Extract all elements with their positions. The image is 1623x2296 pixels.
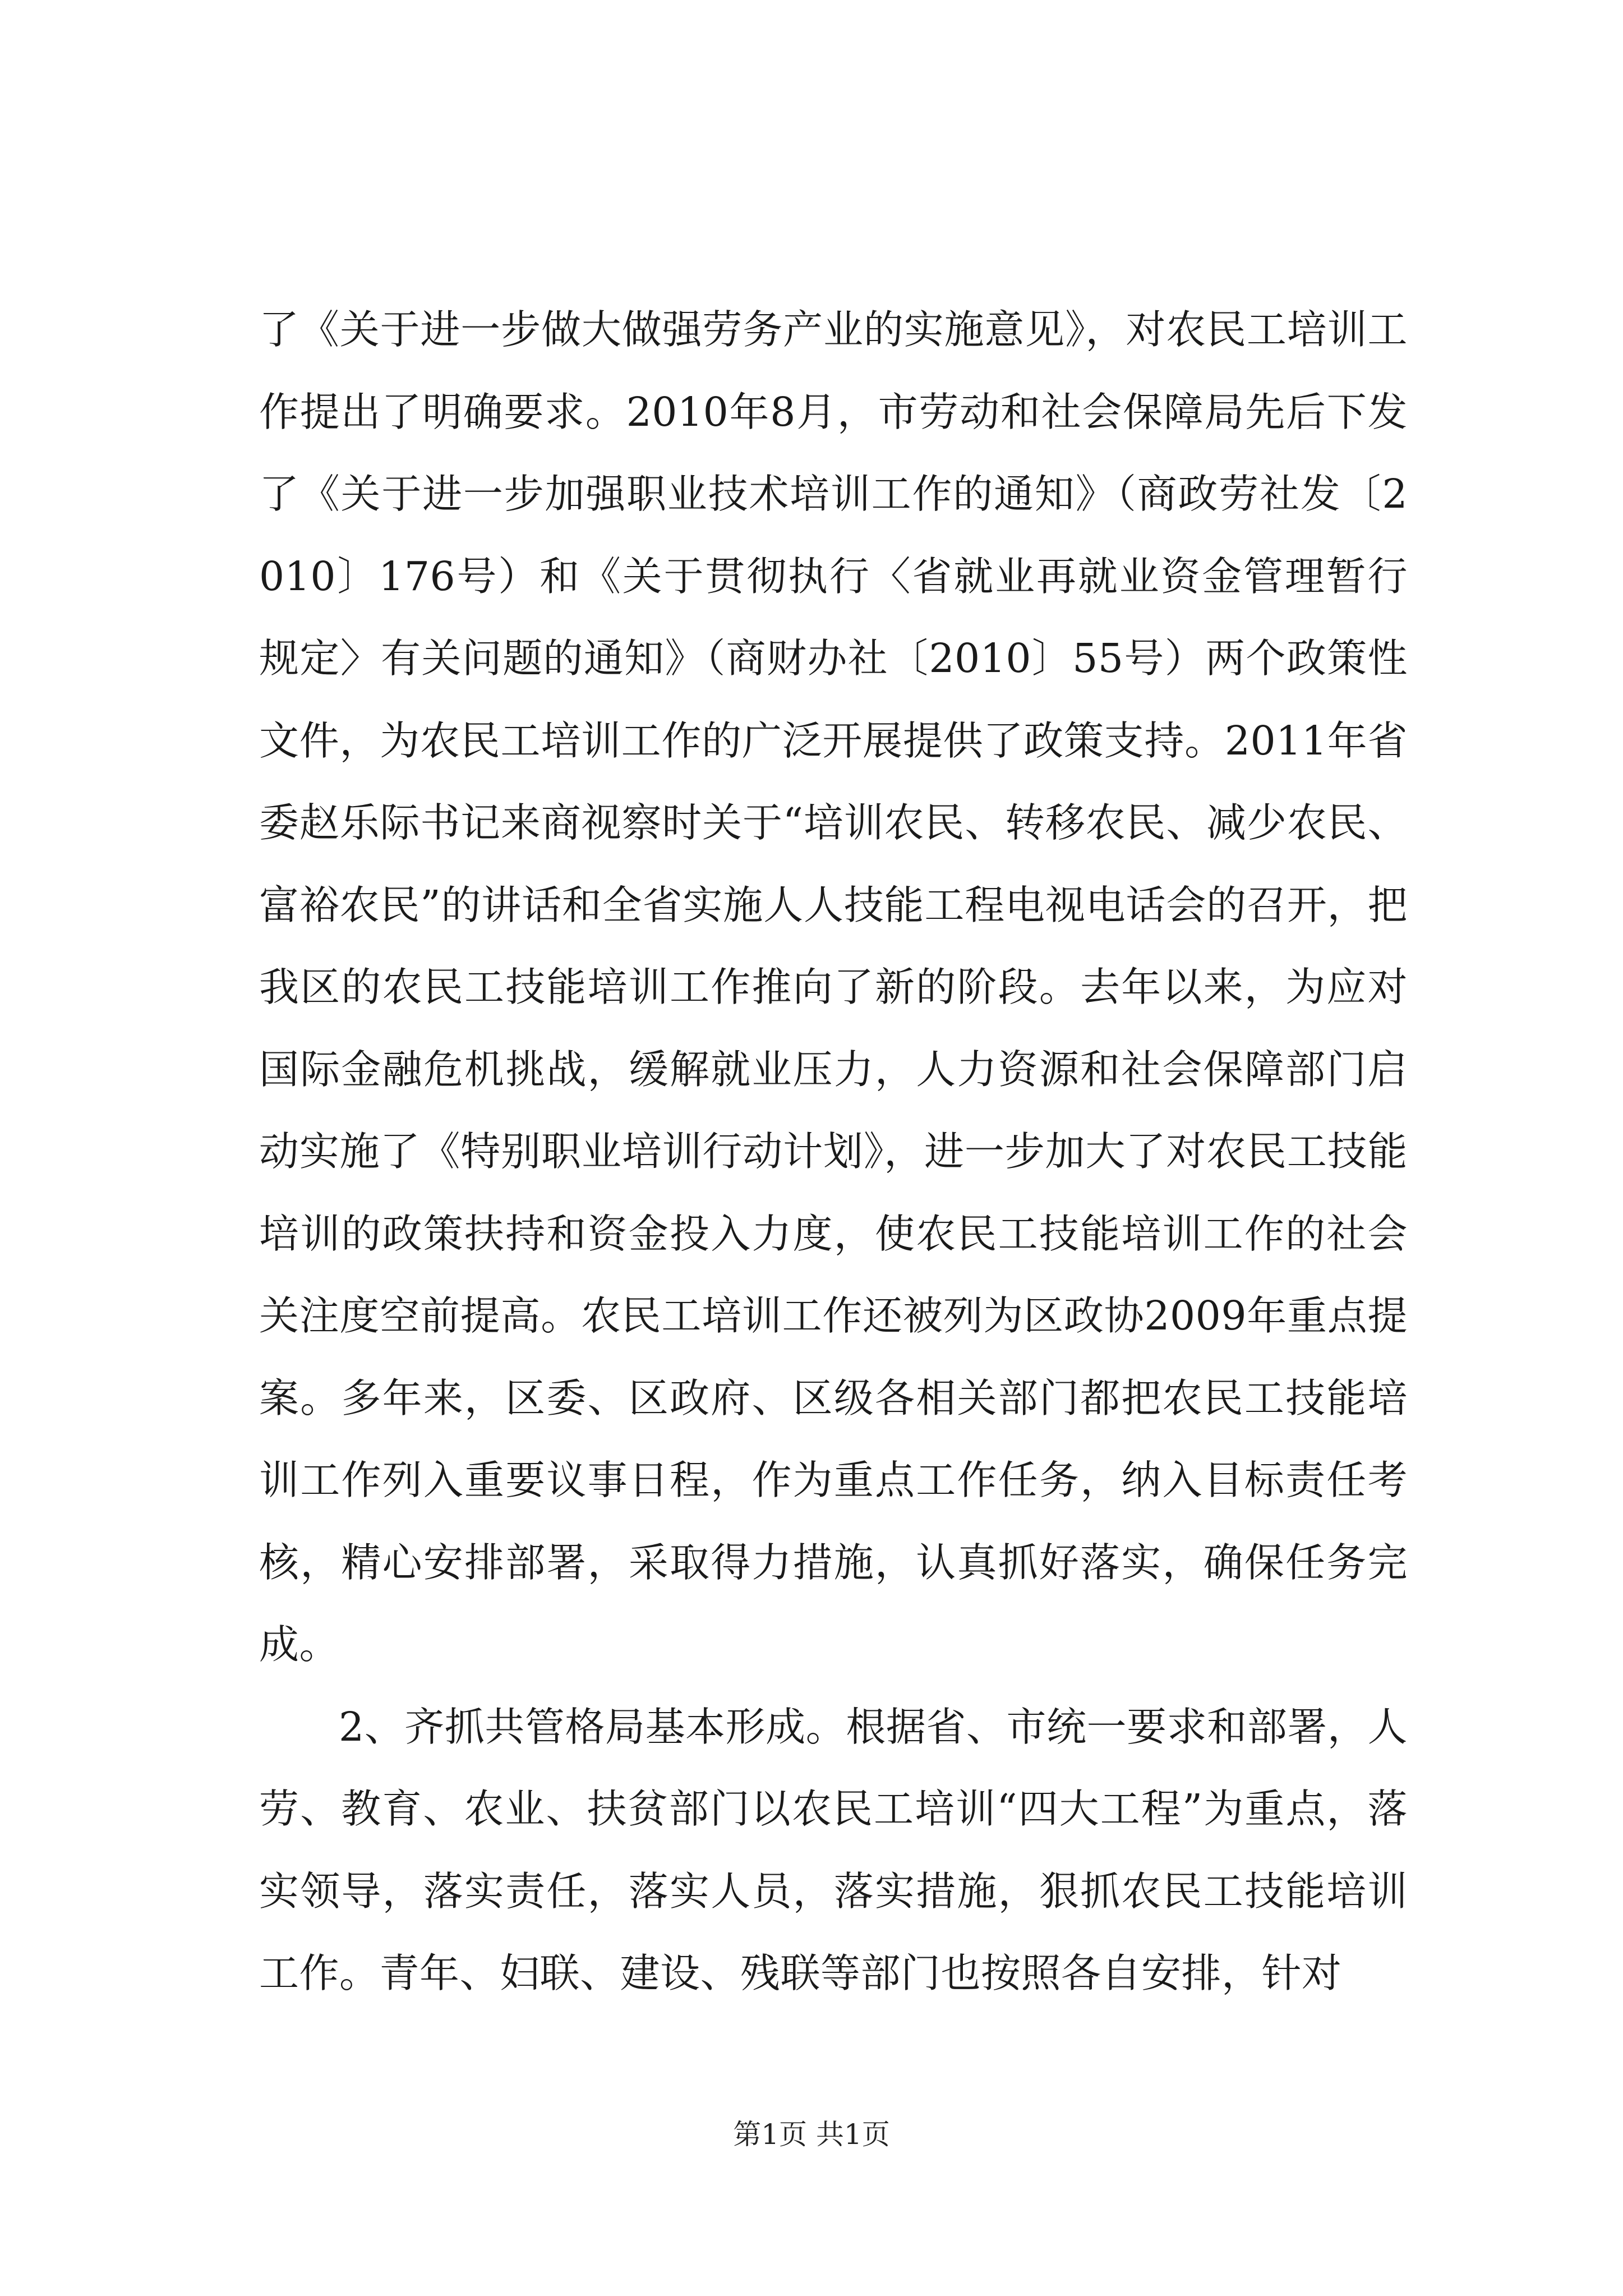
page-footer: 第1页 共1页 xyxy=(733,2118,890,2151)
paragraph-policy-support: 了《关于进一步做大做强劳务产业的实施意见》，对农民工培训工作提出了明确要求。2010年8月，市劳动和社会保障局先后下发了《关于进一步加强职业技术培训工作的通知》（商政劳社发〔2010〕176号）和《关于贯彻执行〈省就业再就业资金管理暂行规定〉有关问题的通知》（商财办社〔2010〕55号）两个政策性文件，为农民工培训工作的广泛开展提供了政策支持。2011年省委赵乐际书记来商视察时关于“培训农民、转移农民、减少农民、富裕农民”的讲话和全省实施人人技能工程电视电话会的召开，把我区的农民工技能培训工作推向了新的阶段。去年以来，为应对国际金融危机挑战，缓解就业压力，人力资源和社会保障部门启动实施了《特别职业培训行动计划》，进一步加大了对农民工技能培训的政策扶持和资金投入力度，使农民工技能培训工作的社会关注度空前提高。农民工培训工作还被列为区政协2009年重点提案。多年来，区委、区政府、区级各相关部门都把农民工技能培训工作列入重要议事日程，作为重点工作任务，纳入目标责任考核，精心安排部署，采取得力措施，认真抓好落实，确保任务完成。 xyxy=(259,306,1408,1668)
body-text xyxy=(259,289,1408,2015)
paragraph-joint-management: 2、齐抓共管格局基本形成。根据省、市统一要求和部署，人劳、教育、农业、扶贫部门以农民工培训“四大工程”为重点，落实领导，落实责任，落实人员，落实措施，狠抓农民工技能培训工作。青年、妇联、建设、残联等部门也按照各自安排，针对 xyxy=(259,1703,1408,1996)
